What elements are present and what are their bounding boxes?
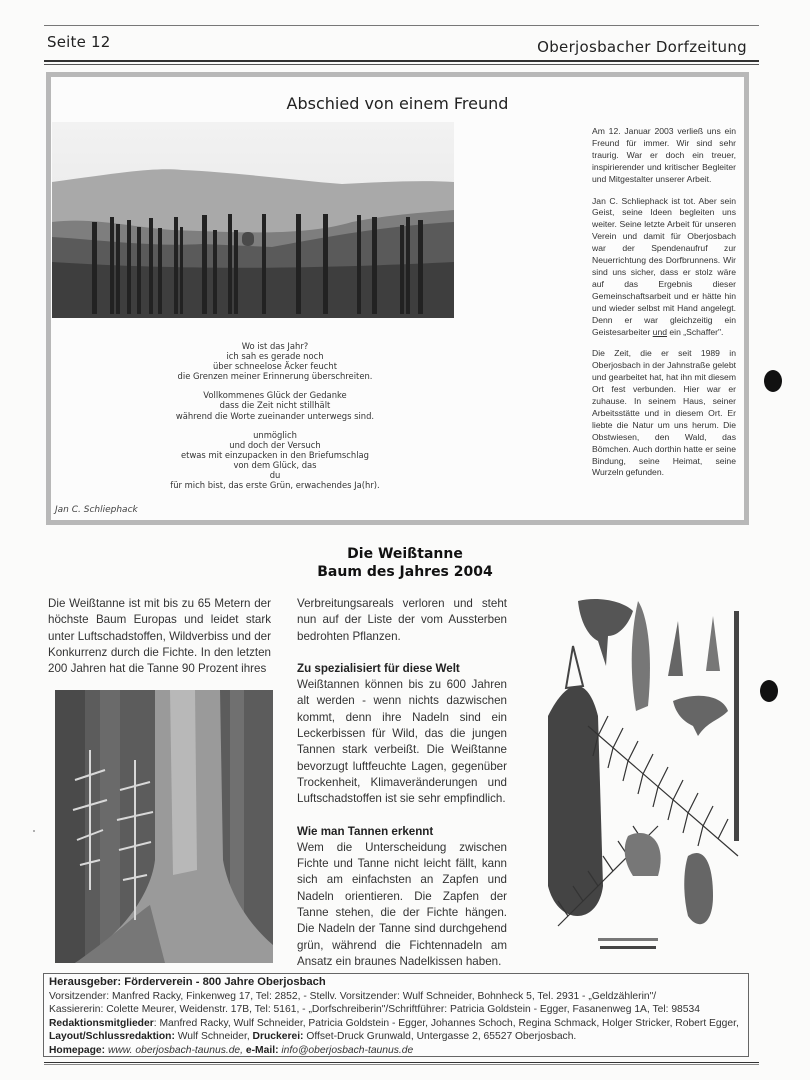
obituary-paragraph-2 (592, 196, 736, 339)
newspaper-title: Oberjosbacher Dorfzeitung (537, 38, 747, 56)
poem-line: über schneelose Äcker feucht (212, 361, 337, 372)
article-column-1: Die Weißtanne ist mit bis zu 65 Metern der höchste Baum Europas und leidet stark unter Luftschadstoffen, Wildverbiss und der Konkurrenz durch die Fichte. In den letzten 200 Jahren hat die Tanne 90 Prozent ihres (48, 597, 271, 676)
obituary-paragraph-3: Die Zeit, die er seit 1989 in Oberjosbach in der Jahnstraße gelebt und gearbeitet hat, hat ihn mit diesem Ort fest verbunden. Hier war er zuhause. In seinem Haus, seiner Arbeitsstätte und in diesem Ort. Er liebte die Natur um uns herum. Die Obstwiesen, den Wald, das Bömchen. Auch dorthin hatte er seine Bindung, seine Heimat, seine Wurzeln gefunden. (592, 348, 736, 478)
poem-line: während die Worte zueinander unterwegs sind. (175, 410, 375, 421)
article-subtitle: Baum des Jahres 2004 (317, 564, 493, 580)
imprint-value: : Manfred Racky, Wulf Schneider, Patricia Goldstein - Egger, Johannes Schoch, Regina Schmack, Holger Stricker, Robert Egger, (153, 1017, 739, 1029)
poem-line: Wo ist das Jahr? (241, 341, 309, 351)
punch-hole (760, 680, 778, 702)
subheading-text: Wie man Tannen erkennt (297, 824, 434, 838)
article-title-line: Die Weißtanne (347, 546, 463, 562)
imprint-value: Offset-Druck Grunwald, Untergasse 2, 65527 Oberjosbach. (303, 1031, 577, 1043)
poem-line: für mich bist, das erste Grün, erwachendes Ja(hr). (170, 480, 380, 491)
obituary-title: Abschied von einem Freund (286, 94, 509, 113)
imprint-heading: Herausgeber: Förderverein - 800 Jahre Oberjosbach (49, 976, 326, 988)
imprint-box (43, 973, 749, 1057)
article-paragraph: Verbreitungsareals verloren und steht nun auf der Liste der vom Aussterben bedrohten Pflanzen. (297, 597, 507, 643)
footer-rule-thin (44, 1064, 759, 1065)
homepage-link[interactable]: www. oberjosbach-taunus.de, (105, 1044, 244, 1056)
poem (120, 341, 430, 499)
poem-stanza-1 (120, 341, 430, 381)
header-rule-thin (44, 64, 759, 65)
obituary-paragraph-1: Am 12. Januar 2003 verließ uns ein Freund für immer. Wir sind sehr traurig. War er doch ein treuer, inspirierender und kritischer Begleiter und Mitgestalter unserer Arbeit. (592, 126, 736, 184)
imprint-editors (49, 1017, 743, 1044)
email-link[interactable]: info@oberjosbach-taunus.de (278, 1044, 414, 1056)
fir-tree-photo (55, 690, 273, 963)
obituary-text-part: ein „Schaffer". (669, 326, 724, 337)
imprint-line: Vorsitzender: Manfred Racky, Finkenweg 17, Tel: 2852, - Stellv. Vorsitzender: Wulf Schneider, Bohnheck 5, Tel. 2931 - „Geldzählerin"/ (49, 990, 657, 1002)
imprint-label: Redaktionsmitglieder (49, 1017, 154, 1029)
article-subheading (297, 661, 507, 677)
poem-line: unmöglich (253, 429, 297, 440)
imprint-label: e-Mail: (243, 1044, 279, 1056)
obituary-text-part: Jan C. Schliephack ist tot. Aber sein Geist, seine Ideen begleiten uns weiter. Seine letzte Arbeit für unseren Verein und damit für Oberjosbach war der Spendenaufruf zur Neuerrichtung des Dorfbrunnens. Wir sind uns sicher, dass er stolz wäre auf das Ergebnis dieser Gemeinschaftsarbeit und er hätte hin und wieder selbst mit Hand angelegt. Denn er war gleichzeitig ein Geistesarbeiter (592, 195, 736, 337)
poem-line: du (269, 470, 281, 481)
article-title (0, 545, 810, 581)
imprint-label: Homepage: (49, 1044, 106, 1056)
imprint-label: Layout/Schlussredaktion: (49, 1031, 175, 1043)
underlined-word: und (652, 326, 668, 337)
article-subheading (297, 824, 507, 840)
fir-botanical-illustration (538, 596, 750, 958)
poem-line: dass die Zeit nicht stillhält (219, 400, 331, 411)
imprint-value: Wulf Schneider, (174, 1031, 253, 1043)
speck (33, 830, 35, 832)
poem-line: ich sah es gerade noch (226, 351, 324, 362)
poem-line: von dem Glück, das (233, 459, 317, 470)
poem-line: Vollkommenes Glück der Gedanke (203, 390, 347, 401)
page-number: Seite 12 (47, 33, 111, 51)
obituary-text (592, 126, 736, 489)
poem-line: die Grenzen meiner Erinnerung überschreiten. (177, 371, 373, 382)
poem-line: und doch der Versuch (229, 439, 321, 450)
article-column-2 (297, 596, 507, 970)
article-paragraph: Wem die Unterscheidung zwischen Fichte und Tanne nicht leicht fällt, kann sich am einfachsten an Zapfen und Nadeln orientieren. Die Zapfen der Tanne stehen, die der Fichte hängen. Die Nadeln der Tanne sind durchgehend grün, während die Fichtennadeln am Ansatz ein braunes Nadelkissen haben. (297, 840, 507, 968)
landscape-fence-photo (52, 122, 454, 318)
article-paragraph: Weißtannen können bis zu 600 Jahren alt werden - wenn nichts dazwischen kommt, denn ihre Nadeln sind ein Leckerbissen für Wild, das die jungen Tannen stark verbeißt. Die Weißtanne bevorzugt luftfeuchte Lagen, gegenüber Trockenheit, Klimaveränderungen und Luftschadstoffen ist sie sehr empfindlich. (297, 678, 507, 806)
poem-author: Jan C. Schliephack (55, 505, 138, 515)
poem-stanza-3 (120, 430, 430, 491)
poem-line: etwas mit einzupacken in den Briefumschlag (181, 449, 369, 460)
footer-rule (44, 1062, 759, 1063)
top-rule (44, 25, 759, 26)
poem-stanza-2 (120, 390, 430, 420)
imprint-line: Kassiererin: Colette Meurer, Weidenstr. 17B, Tel: 5161, - „Dorfschreiberin"/Schriftführer: Patricia Goldstein - Egger, Fasanenweg 1A, Tel: 98534 (49, 1004, 700, 1016)
header-rule (44, 60, 759, 62)
imprint-label: Druckerei: (252, 1031, 304, 1043)
punch-hole (764, 370, 782, 392)
subheading-text: Zu spezialisiert für diese Welt (297, 661, 460, 675)
imprint-contact (49, 1044, 743, 1058)
